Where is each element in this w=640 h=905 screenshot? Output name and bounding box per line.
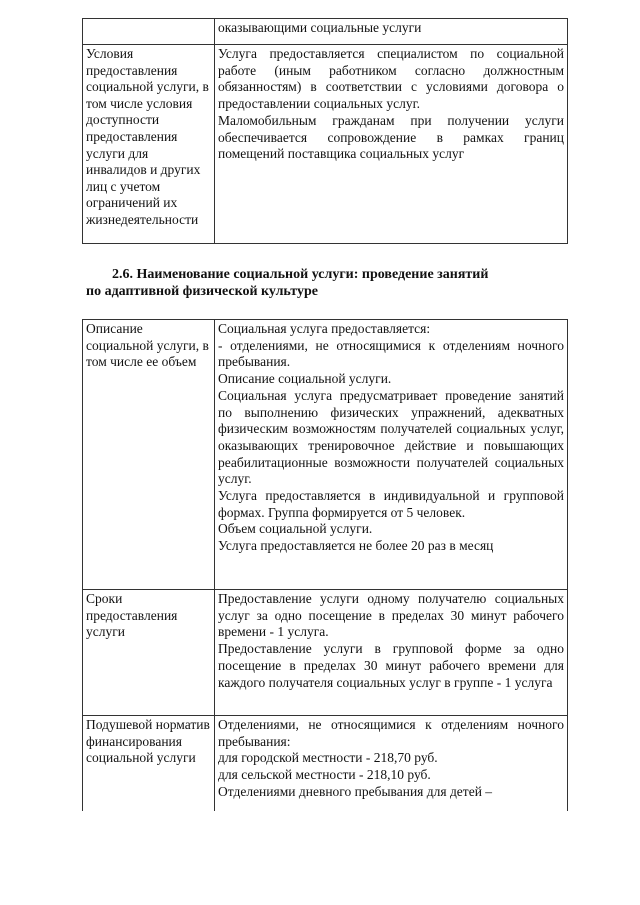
table-row bbox=[83, 320, 568, 590]
paragraph: для сельской местности - 218,10 руб. bbox=[218, 767, 431, 783]
paragraph: Предоставление услуги одному получателю социальных услуг за одно посещение в пределах 30 минут рабочего времени - 1 услуга. bbox=[218, 591, 564, 640]
paragraph: Объем социальной услуги. bbox=[218, 521, 373, 537]
paragraph: Отделениями дневного пребывания для детей – bbox=[218, 783, 493, 799]
terms-label: Сроки предоставления услуги bbox=[83, 590, 215, 716]
funding-label: Подушевой норматив финансирования социальной услуги bbox=[83, 716, 215, 812]
table-row bbox=[83, 590, 568, 716]
funding-cell bbox=[215, 716, 568, 812]
paragraph: Услуга предоставляется в индивидуальной и групповой формах. Группа формируется от 5 человек. bbox=[218, 488, 564, 520]
paragraph: Социальная услуга предусматривает проведение занятий по выполнению физических упражнений, адекватных физическим возможностям получателей социальных услуг, оказывающих тренировочное действие и повышающих реабилитационные возможности получателей социальных услуг. bbox=[218, 387, 564, 487]
table-row bbox=[83, 19, 568, 45]
empty-label-cell bbox=[83, 19, 215, 45]
description-cell bbox=[215, 320, 568, 590]
description-label: Описание социальной услуги, в том числе ее объем bbox=[83, 320, 215, 590]
continuation-text: оказывающими социальные услуги bbox=[218, 20, 422, 35]
section-heading-line1: 2.6. Наименование социальной услуги: проведение занятий bbox=[112, 267, 489, 282]
table-row bbox=[83, 716, 568, 812]
conditions-label: Условия предоставления социальной услуги, в том числе условия доступности предоставления услуги для инвалидов и других лиц с учетом ограничений их жизнедеятельности bbox=[83, 45, 215, 244]
paragraph: для городской местности - 218,70 руб. bbox=[218, 750, 438, 766]
table-row bbox=[83, 45, 568, 244]
service-table bbox=[82, 319, 568, 811]
continuation-cell bbox=[215, 19, 568, 45]
terms-cell bbox=[215, 590, 568, 716]
paragraph: Услуга предоставляется специалистом по социальной работе (иным работником согласно должностным обязанностям) в соответствии с условиями договора о предоставлении социальных услуг. bbox=[218, 46, 564, 112]
paragraph: Предоставление услуги в групповой форме за одно посещение в пределах 30 минут рабочего времени для каждого получателя социальных услуг в группе - 1 услуга bbox=[218, 641, 564, 690]
paragraph: - отделениями, не относящимися к отделениям ночного пребывания. bbox=[218, 337, 564, 370]
paragraph: Услуга предоставляется не более 20 раз в месяц bbox=[218, 538, 494, 554]
section-heading-line2: по адаптивной физической культуре bbox=[86, 284, 318, 299]
paragraph: Отделениями, не относящимися к отделениям ночного пребывания: bbox=[218, 717, 564, 749]
section-heading bbox=[86, 266, 566, 300]
conditions-table bbox=[82, 18, 568, 244]
paragraph: Социальная услуга предоставляется: bbox=[218, 321, 431, 336]
paragraph: Маломобильным гражданам при получении услуги обеспечивается сопровождение в рамках границ помещений поставщика социальных услуг bbox=[218, 112, 564, 162]
paragraph: Описание социальной услуги. bbox=[218, 371, 392, 387]
conditions-text-cell bbox=[215, 45, 568, 244]
